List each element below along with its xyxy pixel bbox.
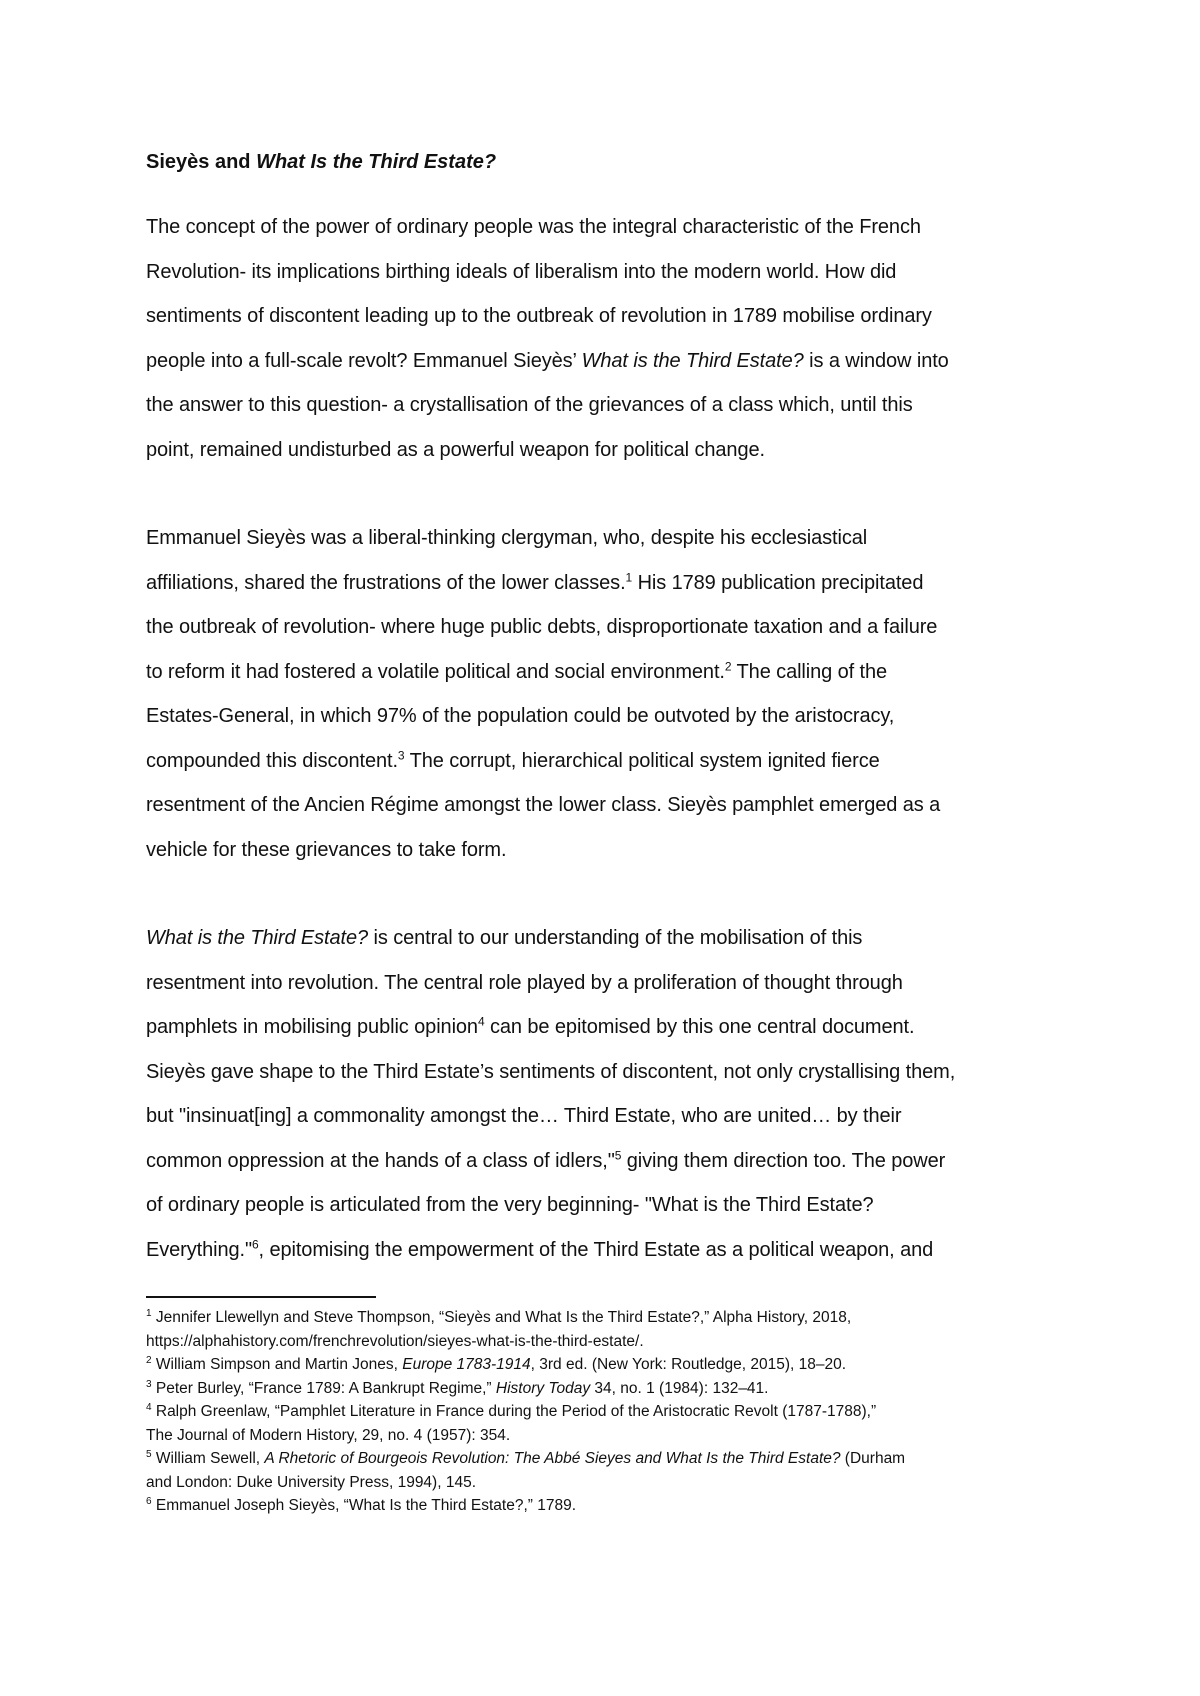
footnote-line xyxy=(146,1494,1066,1518)
text-run: the outbreak of revolution- where huge public debts, disproportionate taxation and a failure xyxy=(146,616,938,638)
footnote-ref: 3 xyxy=(146,1378,152,1390)
paragraph xyxy=(146,516,1066,872)
footnote-line xyxy=(146,1400,1066,1424)
footnote-line xyxy=(146,1353,1066,1377)
text-run: can be epitomised by this one central document. xyxy=(484,1016,915,1038)
text-run: Everything." xyxy=(146,1238,252,1261)
text-run: , epitomising the empowerment of the Third Estate as a political weapon, and xyxy=(258,1238,934,1261)
footnote-ref: 6 xyxy=(251,1236,259,1251)
text-run: affiliations, shared the frustrations of the lower classes. xyxy=(146,571,626,594)
text-run: Peter Burley, “France 1789: A Bankrupt Regime,” xyxy=(151,1379,496,1397)
paragraphs xyxy=(146,205,1066,1272)
text-run: William Simpson and Martin Jones, xyxy=(151,1356,403,1373)
text-run: His 1789 publication precipitated xyxy=(632,571,924,594)
footnotes xyxy=(146,1306,1066,1518)
text-run: Revolution- its implications birthing ideals of liberalism into the modern world. How did xyxy=(146,260,897,283)
text-run: and London: Duke University Press, 1994), 145. xyxy=(146,1473,476,1491)
footnote-ref: 5 xyxy=(146,1448,152,1460)
text-run: (Durham xyxy=(840,1450,906,1467)
paragraph-line xyxy=(146,605,1066,650)
paragraph-line xyxy=(146,1050,1066,1095)
text-run: resentment of the Ancien Régime amongst the lower class. Sieyès pamphlet emerged as a xyxy=(146,794,941,816)
text-run: to reform it had fostered a volatile political and social environment. xyxy=(146,660,725,683)
footnote-line xyxy=(146,1471,1066,1495)
footnote-ref: 4 xyxy=(146,1401,152,1413)
text-run: The concept of the power of ordinary people was the integral characteristic of the French xyxy=(146,216,921,238)
text-run: sentiments of discontent leading up to the outbreak of revolution in 1789 mobilise ordinary xyxy=(146,305,932,327)
title-italic: What Is the Third Estate? xyxy=(256,151,497,173)
italic-text: History Today xyxy=(495,1379,591,1397)
footnote-line xyxy=(146,1424,1066,1448)
footnote-line xyxy=(146,1306,1066,1330)
paragraph-line xyxy=(146,250,1066,295)
paragraph-line xyxy=(146,516,1066,561)
paragraph-line xyxy=(146,650,1066,695)
text-run: Ralph Greenlaw, “Pamphlet Literature in France during the Period of the Aristocratic Revolt (1787-1788),” xyxy=(151,1403,877,1420)
italic-text: What is the Third Estate? xyxy=(581,349,804,372)
footnote-ref: 1 xyxy=(146,1307,152,1319)
text-run: resentment into revolution. The central role played by a proliferation of thought through xyxy=(146,971,903,994)
paragraph-line xyxy=(146,694,1066,739)
paragraph-line xyxy=(146,339,1066,384)
text-run: , 3rd ed. (New York: Routledge, 2015), 18–20. xyxy=(530,1356,847,1373)
footnote-ref: 4 xyxy=(477,1014,485,1029)
paragraph-line xyxy=(146,1228,1066,1273)
footnote-ref: 3 xyxy=(397,747,405,762)
text-run: William Sewell, xyxy=(151,1450,265,1467)
text-run: Jennifer Llewellyn and Steve Thompson, “Sieyès and What Is the Third Estate?,” Alpha History, 2018, xyxy=(151,1309,852,1326)
paragraph xyxy=(146,916,1066,1272)
paragraph-line xyxy=(146,961,1066,1006)
paragraph-line xyxy=(146,561,1066,606)
text-run: compounded this discontent. xyxy=(146,749,398,772)
paragraph-line xyxy=(146,428,1066,473)
text-run: vehicle for these grievances to take form. xyxy=(146,838,507,861)
text-run: people into a full-scale revolt? Emmanuel Sieyès’ xyxy=(146,349,582,372)
text-run: 34, no. 1 (1984): 132–41. xyxy=(590,1379,769,1397)
footnote-ref: 1 xyxy=(625,569,633,584)
footnote-separator xyxy=(146,1296,376,1298)
text-run: Emmanuel Joseph Sieyès, “What Is the Third Estate?,” 1789. xyxy=(151,1497,577,1514)
footnote-ref: 6 xyxy=(146,1495,152,1507)
text-run: is a window into xyxy=(803,349,949,372)
paragraph-line xyxy=(146,1183,1066,1228)
text-run: The calling of the xyxy=(731,660,888,683)
text-run: common oppression at the hands of a class of idlers," xyxy=(146,1149,615,1172)
footnote-ref: 5 xyxy=(614,1147,622,1162)
italic-text: What is the Third Estate? xyxy=(146,927,369,949)
footnote-line xyxy=(146,1377,1066,1401)
text-run: https://alphahistory.com/frenchrevolution/sieyes-what-is-the-third-estate/. xyxy=(146,1332,644,1350)
text-run: point, remained undisturbed as a powerful weapon for political change. xyxy=(146,438,765,461)
text-run: The corrupt, hierarchical political system ignited fierce xyxy=(404,749,880,772)
text-run: The Journal of Modern History, 29, no. 4 (1957): 354. xyxy=(146,1426,511,1444)
paragraph-line xyxy=(146,294,1066,339)
paragraph-line xyxy=(146,916,1066,961)
document-title xyxy=(146,147,1066,177)
paragraph-line xyxy=(146,205,1066,250)
footnote-line xyxy=(146,1447,1066,1471)
title-plain: Sieyès and xyxy=(146,151,257,173)
paragraph-line xyxy=(146,1005,1066,1050)
text-run: the answer to this question- a crystallisation of the grievances of a class which, until this xyxy=(146,394,913,416)
paragraph-line xyxy=(146,383,1066,428)
italic-text: A Rhetoric of Bourgeois Revolution: The Abbé Sieyes and What Is the Third Estate? xyxy=(264,1450,841,1467)
paragraph-line xyxy=(146,1094,1066,1139)
text-run: Emmanuel Sieyès was a liberal-thinking clergyman, who, despite his ecclesiastical xyxy=(146,527,868,549)
text-run: Estates-General, in which 97% of the population could be outvoted by the aristocracy, xyxy=(146,705,895,727)
paragraph-line xyxy=(146,739,1066,784)
paragraph-line xyxy=(146,783,1066,828)
paragraph xyxy=(146,205,1066,472)
text-run: giving them direction too. The power xyxy=(621,1149,946,1172)
text-run: but "insinuat[ing] a commonality amongst the… Third Estate, who are united… by their xyxy=(146,1105,902,1127)
text-run: of ordinary people is articulated from the very beginning- "What is the Third Estate? xyxy=(146,1194,874,1216)
text-run: is central to our understanding of the mobilisation of this xyxy=(368,927,863,949)
text-run: pamphlets in mobilising public opinion xyxy=(146,1016,478,1038)
text-run: Sieyès gave shape to the Third Estate’s sentiments of discontent, not only crystallising them, xyxy=(146,1060,956,1083)
footnote-ref: 2 xyxy=(724,658,732,673)
paragraph-line xyxy=(146,1139,1066,1184)
footnote-line xyxy=(146,1330,1066,1354)
italic-text: Europe 1783-1914 xyxy=(402,1356,531,1373)
document-body xyxy=(146,147,1066,1316)
footnote-ref: 2 xyxy=(146,1354,152,1366)
paragraph-line xyxy=(146,828,1066,873)
